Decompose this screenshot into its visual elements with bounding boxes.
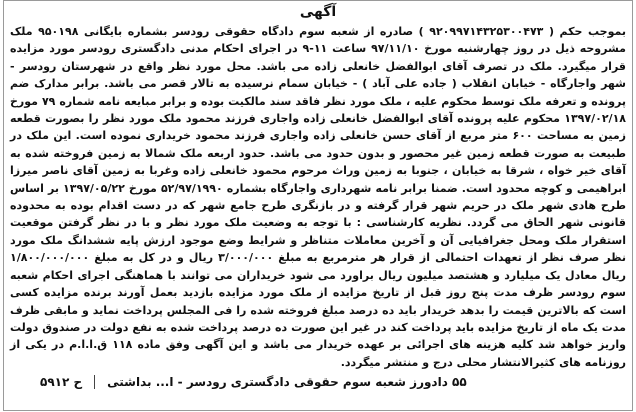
notice-title: آگهی — [299, 4, 337, 20]
notice-footer — [10, 373, 626, 391]
notice-body: بموجب حکم ( ۹۲۰۹۹۷۱۴۳۲۵۳۰۰۴۷۳ ) صادره از شعبه سوم دادگاه حقوقی رودسر بشماره بایگانی ۹۵۰۱۹۸ ملک مشروحه ذیل در روز چهارشنبه مورخ ۹۷/۱۱/۱۰ ساعت ۱۱-۹ در اجرای احکام مدنی دادگستری رودسر مورد مزایده قرار میگیرد. ملک در تصرف آقای ابوالفضل خانعلی زاده می باشد. محل مورد نظر واقع در شهرستان رودسر - شهر واجارگاه - خیابان انقلاب ( جاده علی آباد ) - خیابان سمام نرسیده به تالار قصر می باشد. برابر مدارک ضم پرونده و تعرفه ملک توسط محکوم علیه ، ملک مورد نظر فاقد سند مالکیت بوده و برابر مبایعه نامه شماره ۷۹ مورخ ۱۳۹۷/۰۲/۱۸ محکوم علیه پرونده آقای ابوالفضل خانعلی زاده واجاری فرزند محمود ملک مورد نظر را بصورت قطعه زمین به مساحت ۶۰۰ متر مربع از آقای حسن خانعلی زاده واجاری فرزند محمود خریداری نموده است. این ملک در طبیعت به صورت قطعه زمین غیر محصور و بدون حدود می باشد. حدود اربعه ملک شمالا به زمین فروخته شده به آقای خیر خواه ، شرقا به خیابان ، جنوبا به زمین وراث مرحوم محمود خانعلی زاده وغربا به زمین آقای ناصر میرزا ابراهیمی و کوچه محدود است. ضمنا برابر نامه شهرداری واجارگاه بشماره ۵۲/۹۷/۱۹۹۰ مورخ ۱۳۹۷/۰۵/۲۲ بر اساس طرح هادی شهر ملک در حریم شهر قرار گرفته و در بازنگری طرح جامع شهر که در دست اقدام بوده به محدوده قانونی شهر الحاق می گردد. نظریه کارشناسی : با توجه به وضعیت ملک مورد نظر و با در نظر گرفتن موقعیت استقرار ملک ومحل جغرافیایی آن و آخرین معاملات متناظر و شرایط وضع موجود ارزش پایه ششدانگ ملک مورد نظر صرف نظر از تعهدات احتمالی از قرار هر مترمربع به مبلغ ۳/۰۰۰/۰۰۰ ریال و در کل به مبلغ ۱/۸۰۰/۰۰۰/۰۰۰ ریال معادل یک میلیارد و هشتصد میلیون ریال براورد می شود خریداران می توانند با هماهنگی اجرای احکام شعبه سوم رودسر ظرف مدت پنج روز قبل از تاریخ مزایده از ملک مورد مزایده بازدید بعمل آورند برنده مزایده کسی است که بالاترین قیمت را بدهد خریدار باید ده درصد مبلغ فروخته شده را فی المجلس پرداخت نماید و مابقی ظرف مدت یک ماه از تاریخ مزایده باید پرداخت کند در غیر این صورت ده درصد پرداخت شده به نفع دولت در صندوق دولت واریز خواهد شد کلیه هزینه های اجرائی بر عهده خریدار می باشد و این آگهی وفق ماده ۱۱۸ ق.ا.ا.م در یکی از روزنامه های کثیرالانتشار محلی درج و منتشر میگردد. — [10, 25, 627, 369]
footer-divider — [94, 375, 95, 389]
issuer-signature: ۵۵ دادورز شعبه سوم حقوقی دادگستری رودسر - ا... بداشتی — [107, 375, 467, 390]
legal-notice — [3, 0, 633, 411]
notice-code: ح ۵۹۱۲ — [40, 375, 83, 390]
